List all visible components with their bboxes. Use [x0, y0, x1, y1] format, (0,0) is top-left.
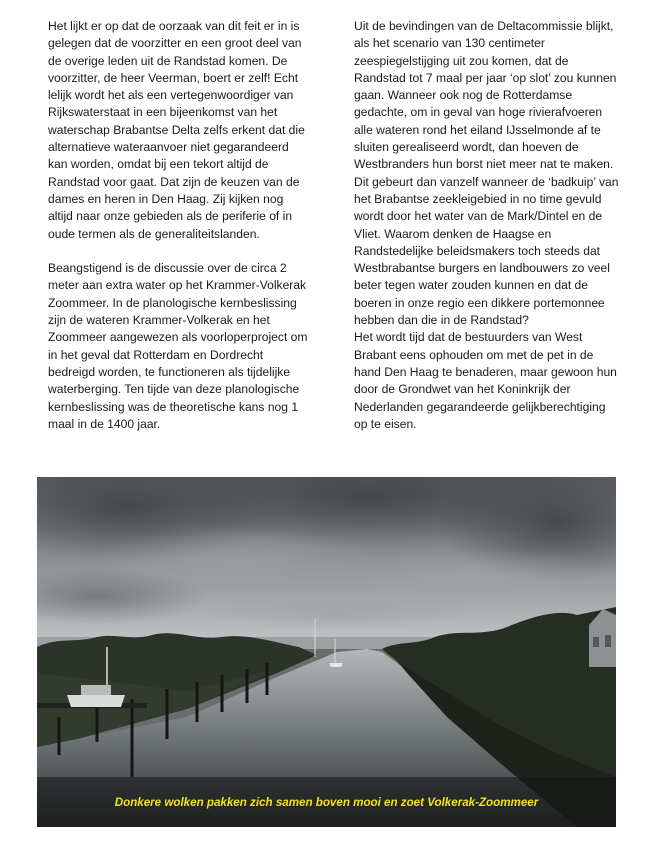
paragraph-deltacommissie: Uit de bevindingen van de Deltacommissie blijkt, als het scenario van 130 centimeter zeespiegelstijging uit zou komen, dat de Randstad tot 7 maal per jaar ‘op slot’ zou kunnen gaan. Wanneer ook nog de Rotterdamse gedachte, om in geval van hoge rivierafvoeren alle wateren rond het eiland IJsselmonde af te sluiten gerealiseerd wordt, dan hoeven de Westbranders hun borst niet meer nat te maken. Dit gebeurt dan vanzelf wanneer de ‘badkuip’ van het Brabantse zeekleigebied in no time gevuld wordt door het water van de Mark/Dintel en de Vliet. Waarom denken de Haagse en Randstedelijke beleidsmakers toch steeds dat Westbrabantse burgers en landbouwers zo veel beter tegen water zouden kunnen en dat de boeren in onze regio een dikkere portemonnee hebben dan die in de Randstad?: [354, 19, 619, 328]
landscape-photo: [37, 477, 616, 827]
article-columns: [48, 18, 620, 433]
right-column: [354, 18, 620, 433]
paragraph-west-brabant: Het wordt tijd dat de bestuurders van West Brabant eens ophouden om met de pet in de hand Den Haag te benaderen, maar gewoon hun door de Grondwet van het Koninkrijk der Nederlanden gegarandeerde gelijkberechtiging op te eisen.: [354, 330, 617, 431]
paragraph-krammer-volkerak: Beangstigend is de discussie over de circa 2 meter aan extra water op het Krammer-Volkerak Zoommeer. In de planologische kernbeslissing zijn de wateren Krammer-Volkerak en het Zoommeer aangewezen als voorloperproject om in het geval dat Rotterdam en Dordrecht bedreigd worden, te functioneren als tijdelijke waterberging. Ten tijde van deze planologische kernbeslissing was de theoretische kans nog 1 maal in de 1400 jaar.: [48, 261, 308, 431]
photo-caption: Donkere wolken pakken zich samen boven mooi en zoet Volkerak-Zoommeer: [114, 796, 539, 809]
left-column: [48, 18, 310, 433]
paragraph-randstad-influence: Het lijkt er op dat de oorzaak van dit feit er in is gelegen dat de voorzitter en een groot deel van de overige leden uit de Randstad komen. De voorzitter, de heer Veerman, boert er zelf! Echt lelijk wordt het als een vertegenwoordiger van Rijkswaterstaat in een bijeenkomst van het waterschap Brabantse Delta zelfs erkent dat die alternatieve wateraanvoer niet gegarandeerd kan worden, omdat bij een tekort altijd de Randstad voor gaat. Dat zijn de keuzen van de dames en heren in Den Haag. Zij kijken nog altijd naar onze gebieden als de periferie of in oude termen als de generaliteitslanden.: [48, 19, 305, 241]
photo-image: [37, 477, 616, 827]
